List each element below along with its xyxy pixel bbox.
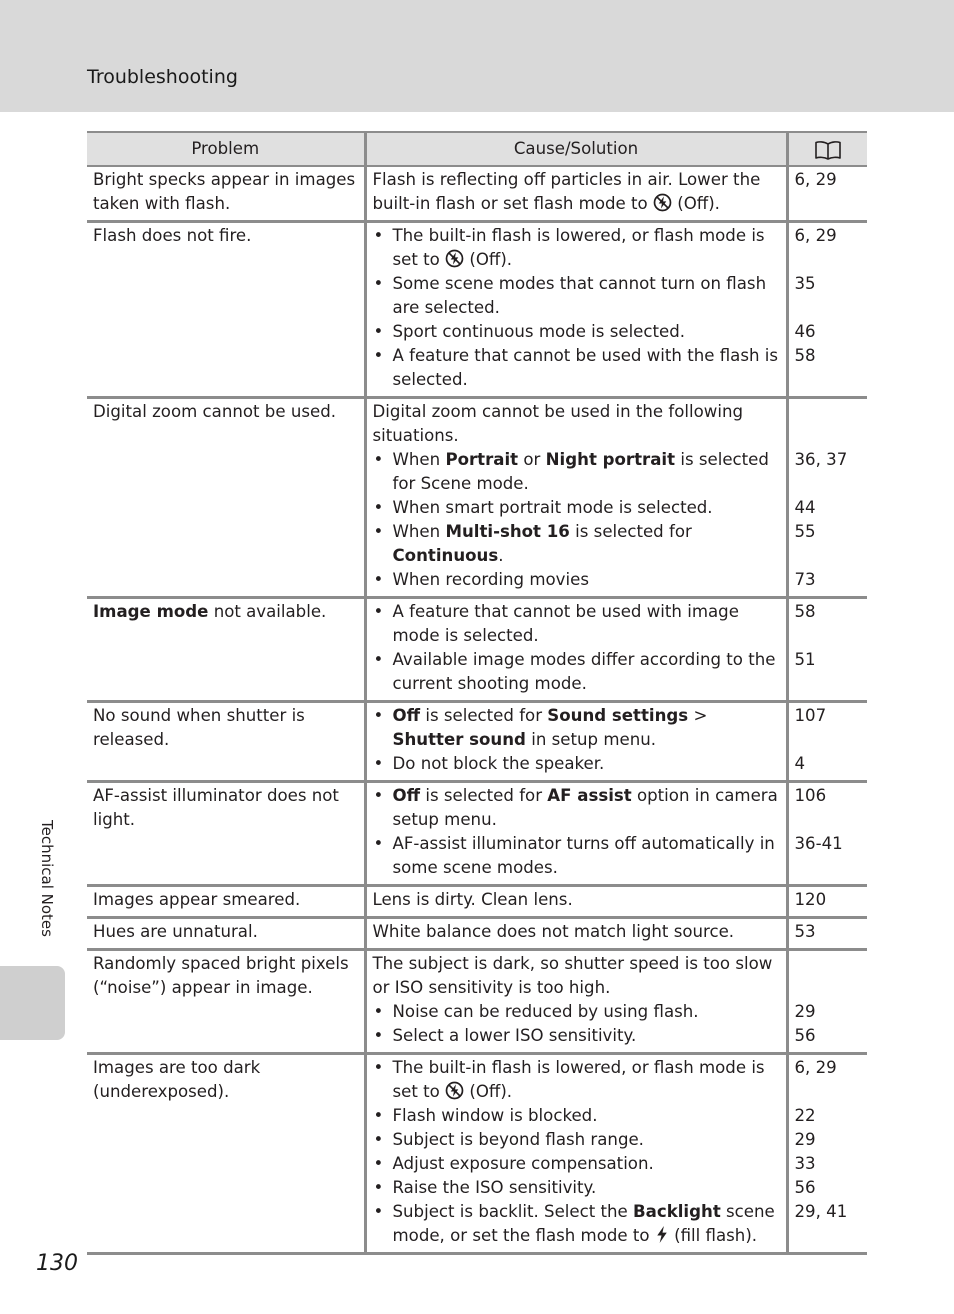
list-item: • The built-in flash is lowered, or flash mode is set to (Off). (373, 224, 781, 272)
list-item: • Raise the ISO sensitivity. (373, 1176, 781, 1200)
page-ref: 51 (794, 650, 816, 669)
page-ref: 56 (794, 1178, 816, 1197)
problem-cell: No sound when shutter is released. (87, 702, 365, 782)
page-ref: 107 (794, 706, 827, 725)
page-ref: 36, 37 (794, 450, 848, 469)
list-item: • Available image modes differ according to the current shooting mode. (373, 648, 781, 696)
page-ref: 29 (794, 1130, 816, 1149)
page-ref: 58 (794, 602, 816, 621)
page-ref (795, 472, 863, 496)
cause-cell (365, 598, 787, 702)
page-ref: 4 (794, 754, 806, 773)
problem-cell: Digital zoom cannot be used. (87, 398, 365, 598)
page-ref: 36-41 (794, 834, 843, 853)
list-item: • When Portrait or Night portrait is selected for Scene mode. (373, 448, 781, 496)
cause-cell: Lens is dirty. Clean lens. (365, 886, 787, 918)
table-row (87, 398, 867, 598)
table-row (87, 702, 867, 782)
list-item: • Flash window is blocked. (373, 1104, 781, 1128)
list-item: • When recording movies (373, 568, 781, 592)
list-item: • A feature that cannot be used with the flash is selected. (373, 344, 781, 392)
table-row (87, 918, 867, 950)
table-row (87, 166, 867, 222)
reference-cell (787, 782, 867, 886)
page-ref (795, 400, 863, 424)
cause-cell (365, 782, 787, 886)
table-row (87, 1054, 867, 1254)
table-row (87, 782, 867, 886)
cause-intro: Digital zoom cannot be used in the following situations. (372, 402, 744, 445)
cause-cell (365, 222, 787, 398)
list-item: • Do not block the speaker. (373, 752, 781, 776)
page-ref (795, 1080, 863, 1104)
page-ref: 6, 29 (794, 1058, 837, 1077)
problem-cell: Flash does not fire. (87, 222, 365, 398)
list-item: • Subject is beyond flash range. (373, 1128, 781, 1152)
fill-flash-icon (655, 1225, 669, 1244)
problem-cell: Images appear smeared. (87, 886, 365, 918)
page-ref: 29, 41 (794, 1202, 848, 1221)
list-item: • Sport continuous mode is selected. (373, 320, 781, 344)
list-item: • When Multi-shot 16 is selected for Continuous. (373, 520, 781, 568)
book-icon (814, 140, 842, 160)
problem-cell: Image mode not available. (87, 598, 365, 702)
problem-cell: Randomly spaced bright pixels (“noise”) appear in image. (87, 950, 365, 1054)
cause-cell: Flash is reflecting off particles in air. Lower the built-in flash or set flash mode to (Off). (365, 166, 787, 222)
page-ref (795, 248, 863, 272)
list-item: • Subject is backlit. Select the Backlight scene mode, or set the flash mode to (fill flash). (373, 1200, 781, 1248)
cause-cell (365, 702, 787, 782)
problem-cell: Images are too dark (underexposed). (87, 1054, 365, 1254)
header-band (0, 0, 954, 112)
page-ref (795, 544, 863, 568)
reference-cell (787, 950, 867, 1054)
list-item: • Select a lower ISO sensitivity. (373, 1024, 781, 1048)
reference-cell (787, 222, 867, 398)
reference-cell (787, 166, 867, 222)
reference-cell (787, 1054, 867, 1254)
page-ref (795, 728, 863, 752)
cause-cell: White balance does not match light source. (365, 918, 787, 950)
page-ref: 73 (794, 570, 816, 589)
page-ref: 6, 29 (794, 226, 837, 245)
page-ref (795, 296, 863, 320)
page-ref: 56 (794, 1026, 816, 1045)
table-row (87, 886, 867, 918)
cause-cell (365, 1054, 787, 1254)
list-item: • Off is selected for Sound settings > Shutter sound in setup menu. (373, 704, 781, 752)
page-ref: 58 (794, 346, 816, 365)
reference-cell (787, 702, 867, 782)
flash-off-icon (445, 249, 464, 268)
page-ref (795, 624, 863, 648)
page-ref (795, 976, 863, 1000)
reference-cell (787, 886, 867, 918)
cause-cell (365, 398, 787, 598)
side-tab (0, 966, 65, 1040)
list-item: • Some scene modes that cannot turn on flash are selected. (373, 272, 781, 320)
problem-cell: Bright specks appear in images taken with flash. (87, 166, 365, 222)
table-row (87, 222, 867, 398)
page-ref (795, 424, 863, 448)
problem-cell: AF-assist illuminator does not light. (87, 782, 365, 886)
page-ref: 106 (794, 786, 827, 805)
page-number: 130 (36, 1251, 78, 1276)
cause-cell (365, 950, 787, 1054)
troubleshooting-table (87, 131, 867, 1255)
list-item: • Off is selected for AF assist option in camera setup menu. (373, 784, 781, 832)
page-ref: 22 (794, 1106, 816, 1125)
page-ref: 6, 29 (794, 170, 837, 189)
page-ref: 29 (794, 1002, 816, 1021)
page-ref: 120 (794, 890, 827, 909)
page-ref: 55 (794, 522, 816, 541)
page-ref: 53 (794, 922, 816, 941)
list-item: • AF-assist illuminator turns off automatically in some scene modes. (373, 832, 781, 880)
header-reference (787, 132, 867, 166)
page-ref: 33 (794, 1154, 816, 1173)
reference-cell (787, 598, 867, 702)
table-row (87, 598, 867, 702)
page-ref (795, 952, 863, 976)
list-item: • When smart portrait mode is selected. (373, 496, 781, 520)
problem-cell: Hues are unnatural. (87, 918, 365, 950)
page-ref (795, 808, 863, 832)
list-item: • A feature that cannot be used with image mode is selected. (373, 600, 781, 648)
header-problem: Problem (87, 132, 365, 166)
flash-off-icon (445, 1081, 464, 1100)
side-tab-label: Technical Notes (38, 820, 56, 937)
list-item: • The built-in flash is lowered, or flash mode is set to (Off). (373, 1056, 781, 1104)
page-ref: 44 (794, 498, 816, 517)
flash-off-icon (653, 193, 672, 212)
reference-cell (787, 398, 867, 598)
page-ref: 35 (794, 274, 816, 293)
list-item: • Adjust exposure compensation. (373, 1152, 781, 1176)
section-title: Troubleshooting (87, 66, 238, 88)
table-row (87, 950, 867, 1054)
list-item: • Noise can be reduced by using flash. (373, 1000, 781, 1024)
table-header-row (87, 132, 867, 166)
reference-cell (787, 918, 867, 950)
cause-intro: The subject is dark, so shutter speed is too slow or ISO sensitivity is too high. (372, 954, 773, 997)
header-cause-solution: Cause/Solution (365, 132, 787, 166)
page-ref: 46 (794, 322, 816, 341)
